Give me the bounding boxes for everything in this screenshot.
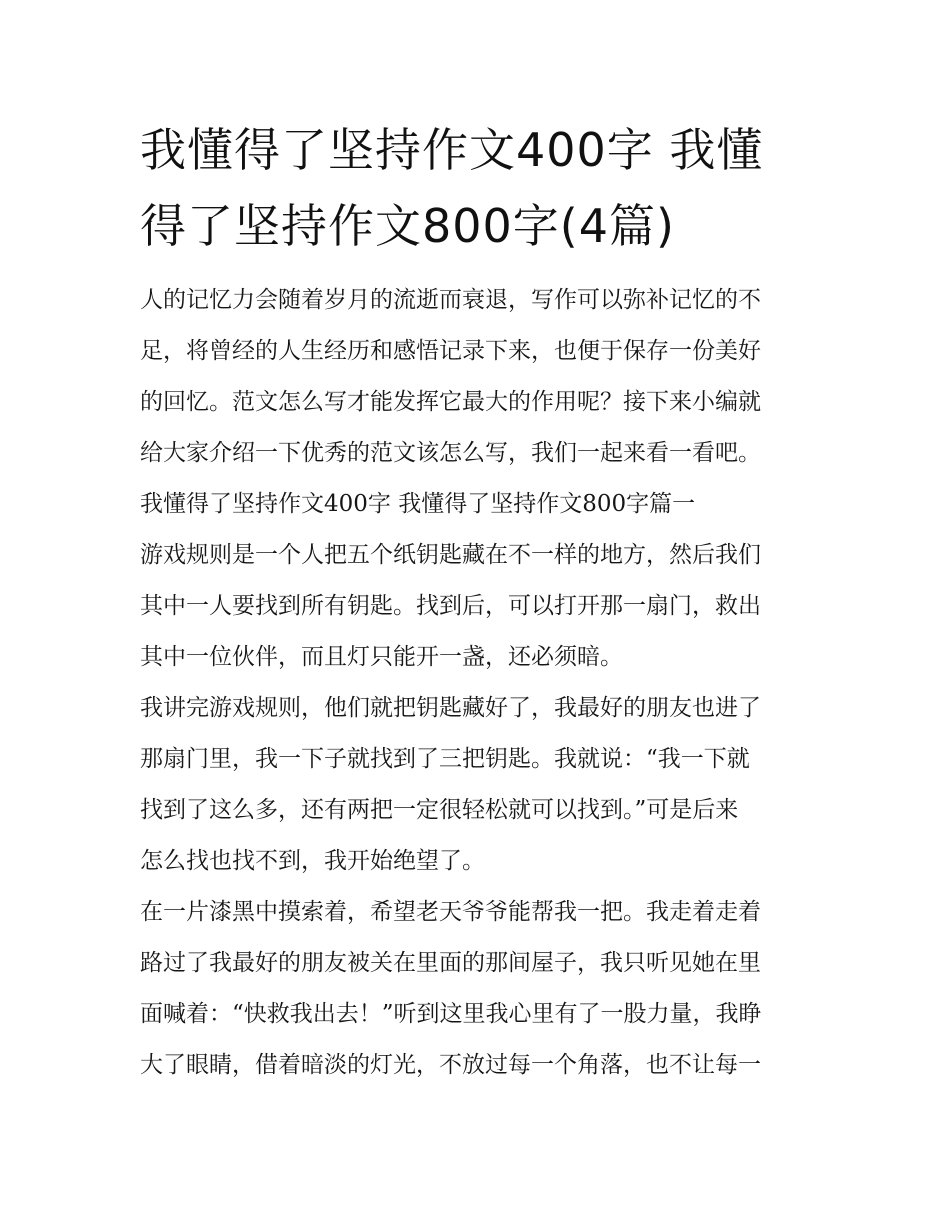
body-line: 找到了这么多，还有两把一定很轻松就可以找到。”可是后来	[140, 797, 739, 823]
title-line-2: 得了坚持作文800字(4篇)	[140, 199, 675, 253]
document-title	[140, 112, 820, 264]
body-line: 其中一人要找到所有钥匙。找到后，可以打开那一扇门，救出	[140, 593, 761, 619]
body-line: 我讲完游戏规则，他们就把钥匙藏好了，我最好的朋友也进了	[140, 695, 761, 721]
section-heading: 我懂得了坚持作文400字 我懂得了坚持作文800字篇一	[140, 491, 696, 517]
body-line: 面喊着：“快救我出去！”听到这里我心里有了一股力量，我睁	[140, 1001, 762, 1027]
title-line-1: 我懂得了坚持作文400字 我懂	[140, 123, 764, 177]
body-line: 怎么找也找不到，我开始绝望了。	[140, 848, 485, 874]
body-line: 其中一位伙伴，而且灯只能开一盏，还必须暗。	[140, 644, 623, 670]
body-line: 路过了我最好的朋友被关在里面的那间屋子，我只听见她在里	[140, 950, 761, 976]
body-line: 的回忆。范文怎么写才能发挥它最大的作用呢？接下来小编就	[140, 389, 761, 415]
body-line: 大了眼睛，借着暗淡的灯光，不放过每一个角落，也不让每一	[140, 1052, 761, 1078]
body-line: 足，将曾经的人生经历和感悟记录下来，也便于保存一份美好	[140, 338, 761, 364]
body-line: 那扇门里，我一下子就找到了三把钥匙。我就说：“我一下就	[140, 746, 750, 772]
body-line: 给大家介绍一下优秀的范文该怎么写，我们一起来看一看吧。	[140, 440, 761, 466]
body-line: 游戏规则是一个人把五个纸钥匙藏在不一样的地方，然后我们	[140, 542, 761, 568]
body-line: 在一片漆黑中摸索着，希望老天爷爷能帮我一把。我走着走着	[140, 899, 761, 925]
body-line: 人的记忆力会随着岁月的流逝而衰退，写作可以弥补记忆的不	[140, 287, 761, 313]
